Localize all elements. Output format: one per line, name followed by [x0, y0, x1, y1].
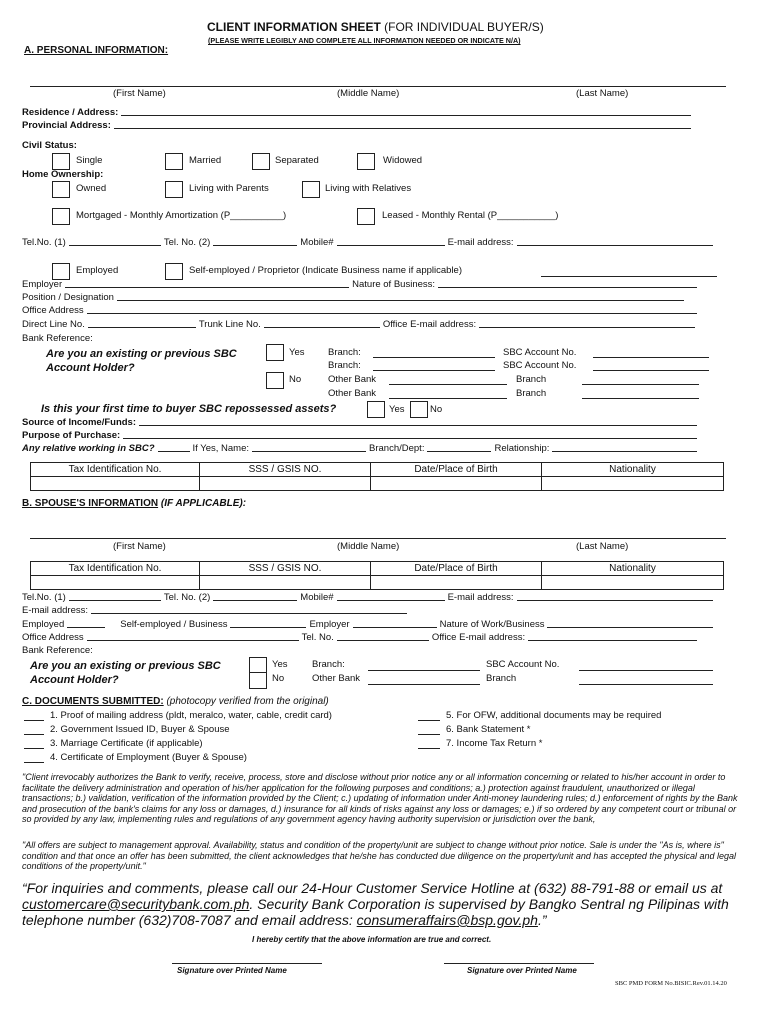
- section-b-suffix: (IF APPLICABLE):: [160, 498, 247, 509]
- employer-label: Employer: [22, 279, 63, 290]
- checkbox-self-employed[interactable]: [165, 263, 183, 280]
- checkbox-first-time-yes[interactable]: [367, 401, 385, 418]
- section-a-heading: A. PERSONAL INFORMATION:: [24, 45, 169, 56]
- spouse-nature-label: Nature of Work/Business: [439, 619, 545, 630]
- purpose-row: [22, 430, 700, 441]
- branch-label-1: Branch:: [328, 347, 361, 358]
- office-email-label: Office E-mail address:: [382, 319, 477, 330]
- checkbox-separated[interactable]: [252, 153, 270, 170]
- first-name-label: (First Name): [113, 88, 166, 99]
- spouse-tel1-label: Tel.No. (1): [22, 592, 66, 603]
- office-email-field[interactable]: [479, 327, 695, 328]
- relationship-field[interactable]: [552, 451, 697, 452]
- position-field[interactable]: [117, 300, 684, 301]
- contact-row: [22, 237, 716, 248]
- spouse-office-address-field[interactable]: [87, 640, 299, 641]
- doc-item-2: 2. Government Issued ID, Buyer & Spouse: [50, 724, 230, 735]
- leased-label: Leased - Monthly Rental (P___________): [382, 210, 559, 221]
- offers-disclaimer: "All offers are subject to management approval. Availability, status and condition of the property/unit are subject to change without prior notice. Sale is under the "As is, where is" condition and that once an offer has been submitted, the client acknowledges that he/she has conducted due diligence on the property/unit and has accepted the physical and legal conditions of the property/unit.": [22, 840, 736, 871]
- spouse-mobile-label: Mobile#: [300, 592, 334, 603]
- residence-row: [22, 107, 694, 118]
- email-label: E-mail address:: [447, 237, 514, 248]
- id-header-sss: SSS / GSIS NO.: [200, 463, 371, 477]
- provincial-row: [22, 120, 694, 131]
- spouse-office-email-field[interactable]: [528, 640, 697, 641]
- spouse-other-branch-field[interactable]: [579, 684, 713, 685]
- living-parents-label: Living with Parents: [189, 183, 269, 194]
- spouse-sbc-account-label: SBC Account No.: [486, 659, 560, 670]
- bank-ref-label: Bank Reference:: [22, 333, 93, 344]
- spouse-email2-field[interactable]: [91, 613, 407, 614]
- doc-check-1[interactable]: [24, 720, 44, 721]
- spouse-sbc-account-field[interactable]: [579, 670, 713, 671]
- owned-label: Owned: [76, 183, 107, 194]
- spouse-contact-row: [22, 592, 716, 603]
- spouse-tel-label: Tel. No.: [301, 632, 334, 643]
- doc-item-5: 5. For OFW, additional documents may be required: [446, 710, 662, 721]
- separated-label: Separated: [275, 155, 319, 166]
- home-ownership-label: Home Ownership:: [22, 169, 104, 180]
- residence-field[interactable]: [121, 115, 691, 116]
- spouse-tin-cell[interactable]: [31, 576, 200, 590]
- spouse-id-header-tin: Tax Identification No.: [31, 562, 200, 576]
- customercare-email-link[interactable]: customercare@securitybank.com.ph: [22, 896, 250, 912]
- spouse-tel-field[interactable]: [337, 640, 429, 641]
- mobile-label: Mobile#: [300, 237, 334, 248]
- doc-item-4: 4. Certificate of Employment (Buyer & Spouse): [50, 752, 247, 763]
- checkbox-first-time-no[interactable]: [410, 401, 428, 418]
- source-label: Source of Income/Funds:: [22, 417, 137, 428]
- signature-line-1[interactable]: [172, 963, 322, 964]
- spouse-email-field[interactable]: [517, 600, 713, 601]
- spouse-email-row: [22, 605, 410, 616]
- spouse-self-label: Self-employed / Business: [120, 619, 228, 630]
- provincial-label: Provincial Address:: [22, 120, 111, 131]
- spouse-id-header-nationality: Nationality: [542, 562, 724, 576]
- last-name-label: (Last Name): [576, 88, 629, 99]
- form-subtitle: (PLEASE WRITE LEGIBLY AND COMPLETE ALL INFORMATION NEEDED OR INDICATE N/A): [208, 36, 521, 45]
- business-name-field[interactable]: [541, 276, 717, 277]
- doc-item-3: 3. Marriage Certificate (if applicable): [50, 738, 203, 749]
- spouse-employed-field[interactable]: [67, 627, 105, 628]
- spouse-email-label: E-mail address:: [447, 592, 514, 603]
- spouse-checkbox-no[interactable]: [249, 672, 267, 689]
- tel1-field[interactable]: [69, 245, 161, 246]
- existing-yes-label: Yes: [289, 347, 305, 358]
- source-field[interactable]: [139, 425, 697, 426]
- section-b-title: B. SPOUSE'S INFORMATION: [22, 498, 159, 509]
- relative-question: Any relative working in SBC?: [22, 443, 155, 454]
- if-yes-label: If Yes, Name:: [192, 443, 250, 454]
- id-header-nationality: Nationality: [542, 463, 724, 477]
- sbc-account-field-2[interactable]: [593, 370, 709, 371]
- spouse-employer-field[interactable]: [353, 627, 437, 628]
- branch-dept-field[interactable]: [427, 451, 491, 452]
- checkbox-existing-yes[interactable]: [266, 344, 284, 361]
- name-line[interactable]: [30, 86, 726, 87]
- signature-label-1: Signature over Printed Name: [177, 966, 287, 975]
- email-field[interactable]: [517, 245, 713, 246]
- branch-dept-label: Branch/Dept:: [369, 443, 425, 454]
- tin-cell[interactable]: [31, 477, 200, 491]
- spouse-branch-field[interactable]: [368, 670, 480, 671]
- self-employed-label: Self-employed / Proprietor (Indicate Business name if applicable): [189, 265, 462, 276]
- checkbox-single[interactable]: [52, 153, 70, 170]
- sbc-account-label-2: SBC Account No.: [503, 360, 577, 371]
- checkbox-married[interactable]: [165, 153, 183, 170]
- spouse-id-header-sss: SSS / GSIS NO.: [200, 562, 371, 576]
- spouse-office-row: [22, 632, 700, 643]
- spouse-office-email-label: Office E-mail address:: [431, 632, 526, 643]
- hotline-text-1: For inquiries and comments, please call our 24-Hour Customer Service Hotline at (632) 88-791-88 or email us at: [26, 880, 723, 896]
- first-time-question: Is this your first time to buyer SBC repossessed assets?: [41, 403, 337, 415]
- first-time-yes-label: Yes: [389, 404, 405, 415]
- title-main: CLIENT INFORMATION SHEET: [207, 20, 381, 34]
- spouse-sss-cell[interactable]: [200, 576, 371, 590]
- spouse-self-field[interactable]: [230, 627, 306, 628]
- spouse-no-label: No: [272, 673, 285, 684]
- spouse-other-bank-label: Other Bank: [312, 673, 361, 684]
- id-table-b: [30, 561, 724, 590]
- spouse-tel1-field[interactable]: [69, 600, 161, 601]
- section-b-heading: [22, 498, 246, 509]
- spouse-other-bank-field[interactable]: [368, 684, 480, 685]
- spouse-tel2-label: Tel. No. (2): [163, 592, 211, 603]
- hotline-open-quote: “: [22, 880, 27, 896]
- relationship-label: Relationship:: [494, 443, 550, 454]
- position-label: Position / Designation: [22, 292, 114, 303]
- first-time-no-label: No: [430, 404, 443, 415]
- form-title: [207, 20, 544, 34]
- employer-field[interactable]: [65, 287, 349, 288]
- office-address-field[interactable]: [87, 313, 697, 314]
- doc-check-3[interactable]: [24, 748, 44, 749]
- checkbox-mortgaged[interactable]: [52, 208, 70, 225]
- spouse-office-address-label: Office Address: [22, 632, 84, 643]
- other-branch-label-1: Branch: [516, 374, 547, 385]
- spouse-employed-label: Employed: [22, 619, 65, 630]
- trunk-line-field[interactable]: [264, 327, 380, 328]
- nature-label: Nature of Business:: [352, 279, 436, 290]
- spouse-nationality-cell[interactable]: [542, 576, 724, 590]
- relative-name-field[interactable]: [252, 451, 366, 452]
- nationality-cell[interactable]: [542, 477, 724, 491]
- spouse-other-branch-label: Branch: [486, 673, 517, 684]
- form-code: SBC PMD FORM No.BISIC.Rev.01.14.20: [615, 980, 727, 987]
- section-c-heading: [22, 696, 329, 707]
- spouse-dob-cell[interactable]: [371, 576, 542, 590]
- doc-check-5[interactable]: [418, 720, 440, 721]
- lines-row: [22, 319, 698, 330]
- spouse-first-name-label: (First Name): [113, 541, 166, 552]
- provincial-field[interactable]: [114, 128, 691, 129]
- widowed-label: Widowed: [383, 155, 423, 166]
- source-row: [22, 417, 700, 428]
- relative-row: [22, 443, 700, 454]
- section-c-note: (photocopy verified from the original): [166, 696, 329, 707]
- residence-label: Residence / Address:: [22, 107, 119, 118]
- section-c-title: C. DOCUMENTS SUBMITTED:: [22, 696, 164, 707]
- spouse-employer-label: Employer: [309, 619, 350, 630]
- nature-field[interactable]: [438, 287, 697, 288]
- other-branch-field-1[interactable]: [582, 384, 699, 385]
- spouse-name-line[interactable]: [30, 538, 726, 539]
- id-table-a: [30, 462, 724, 491]
- checkbox-widowed[interactable]: [357, 153, 375, 170]
- doc-item-6: 6. Bank Statement *: [446, 724, 531, 735]
- doc-check-2[interactable]: [24, 734, 44, 735]
- mortgaged-label: Mortgaged - Monthly Amortization (P__________): [76, 210, 287, 221]
- other-bank-field-2[interactable]: [389, 398, 507, 399]
- signature-label-2: Signature over Printed Name: [467, 966, 577, 975]
- existing-no-label: No: [289, 374, 302, 385]
- living-relatives-label: Living with Relatives: [325, 183, 412, 194]
- signature-line-2[interactable]: [444, 963, 594, 964]
- id-header-dob: Date/Place of Birth: [371, 463, 542, 477]
- existing-question: Are you an existing or previous SBC Account Holder?: [46, 348, 237, 374]
- bsp-email-link[interactable]: consumeraffairs@bsp.gov.ph: [356, 912, 538, 928]
- direct-line-field[interactable]: [88, 327, 196, 328]
- sss-cell[interactable]: [200, 477, 371, 491]
- purpose-label: Purpose of Purchase:: [22, 430, 121, 441]
- other-branch-label-2: Branch: [516, 388, 547, 399]
- position-row: [22, 292, 687, 303]
- office-address-label: Office Address: [22, 305, 84, 316]
- doc-check-6[interactable]: [418, 734, 440, 735]
- hotline-notice: [22, 880, 746, 928]
- dob-cell[interactable]: [371, 477, 542, 491]
- spouse-email2-label: E-mail address:: [22, 605, 88, 616]
- spouse-last-name-label: (Last Name): [576, 541, 629, 552]
- single-label: Single: [76, 155, 103, 166]
- sbc-account-label-1: SBC Account No.: [503, 347, 577, 358]
- checkbox-existing-no[interactable]: [266, 372, 284, 389]
- purpose-field[interactable]: [123, 438, 697, 439]
- hotline-text-2: . Security Bank Corporation is supervised by Bangko Sentral ng Pilipinas with telephone number (632)708-7087 and email address:: [22, 896, 729, 928]
- other-branch-field-2[interactable]: [582, 398, 699, 399]
- branch-field-2[interactable]: [373, 370, 495, 371]
- relative-answer-field[interactable]: [158, 451, 190, 452]
- spouse-middle-name-label: (Middle Name): [337, 541, 400, 552]
- spouse-nature-field[interactable]: [547, 627, 713, 628]
- checkbox-living-relatives[interactable]: [302, 181, 320, 198]
- middle-name-label: (Middle Name): [337, 88, 400, 99]
- checkbox-employed[interactable]: [52, 263, 70, 280]
- doc-check-4[interactable]: [24, 762, 44, 763]
- doc-item-7: 7. Income Tax Return *: [446, 738, 543, 749]
- spouse-existing-question: Are you an existing or previous SBC Account Holder?: [30, 660, 221, 686]
- id-header-tin: Tax Identification No.: [31, 463, 200, 477]
- spouse-id-header-dob: Date/Place of Birth: [371, 562, 542, 576]
- certify-statement: I hereby certify that the above information are true and correct.: [252, 935, 492, 944]
- spouse-tel2-field[interactable]: [213, 600, 297, 601]
- sbc-account-field-1[interactable]: [593, 357, 709, 358]
- office-address-row: [22, 305, 700, 316]
- checkbox-leased[interactable]: [357, 208, 375, 225]
- doc-check-7[interactable]: [418, 748, 440, 749]
- other-bank-label-2: Other Bank: [328, 388, 377, 399]
- employed-label: Employed: [76, 265, 119, 276]
- civil-status-label: Civil Status:: [22, 140, 77, 151]
- married-label: Married: [189, 155, 222, 166]
- direct-line-label: Direct Line No.: [22, 319, 85, 330]
- spouse-mobile-field[interactable]: [337, 600, 445, 601]
- checkbox-living-parents[interactable]: [165, 181, 183, 198]
- authorization-disclaimer: "Client irrevocably authorizes the Bank to verify, receive, process, store and disclose without prior notice any or all information concerning or related to his/her account in order to facilitate the delivery administration and operation of his/her application for the following purposes and conditions; a.) protection against fraudulent, unauthorized or illegal transactions; b.) validation, verification of the information provided by the Client; c.) updating of information under Anti-money laundering rules; d.) enforcement of rights by the Bank and prosecution of the bank's claims for any loss or damages, d.) insurance for all kinds of risks against any loss or damages; e.) if so ordered by any competent court or tribunal or so provided by any law, implementing rules and regulations of any government agency having authority supervision or jurisdiction over the bank,: [22, 772, 738, 824]
- employer-row: [22, 279, 700, 290]
- spouse-branch-label: Branch:: [312, 659, 345, 670]
- checkbox-owned[interactable]: [52, 181, 70, 198]
- other-bank-label-1: Other Bank: [328, 374, 377, 385]
- doc-item-1: 1. Proof of mailing address (pldt, meralco, water, cable, credit card): [50, 710, 332, 721]
- spouse-bank-ref-label: Bank Reference:: [22, 645, 93, 656]
- branch-field-1[interactable]: [373, 357, 495, 358]
- trunk-line-label: Trunk Line No.: [198, 319, 261, 330]
- tel2-label: Tel. No. (2): [163, 237, 211, 248]
- tel1-label: Tel.No. (1): [22, 237, 66, 248]
- tel2-field[interactable]: [213, 245, 297, 246]
- hotline-close-quote: .”: [537, 912, 547, 928]
- mobile-field[interactable]: [337, 245, 445, 246]
- other-bank-field-1[interactable]: [389, 384, 507, 385]
- spouse-yes-label: Yes: [272, 659, 288, 670]
- spouse-employment-row: [22, 619, 716, 630]
- branch-label-2: Branch:: [328, 360, 361, 371]
- title-suffix: (FOR INDIVIDUAL BUYER/S): [384, 20, 544, 34]
